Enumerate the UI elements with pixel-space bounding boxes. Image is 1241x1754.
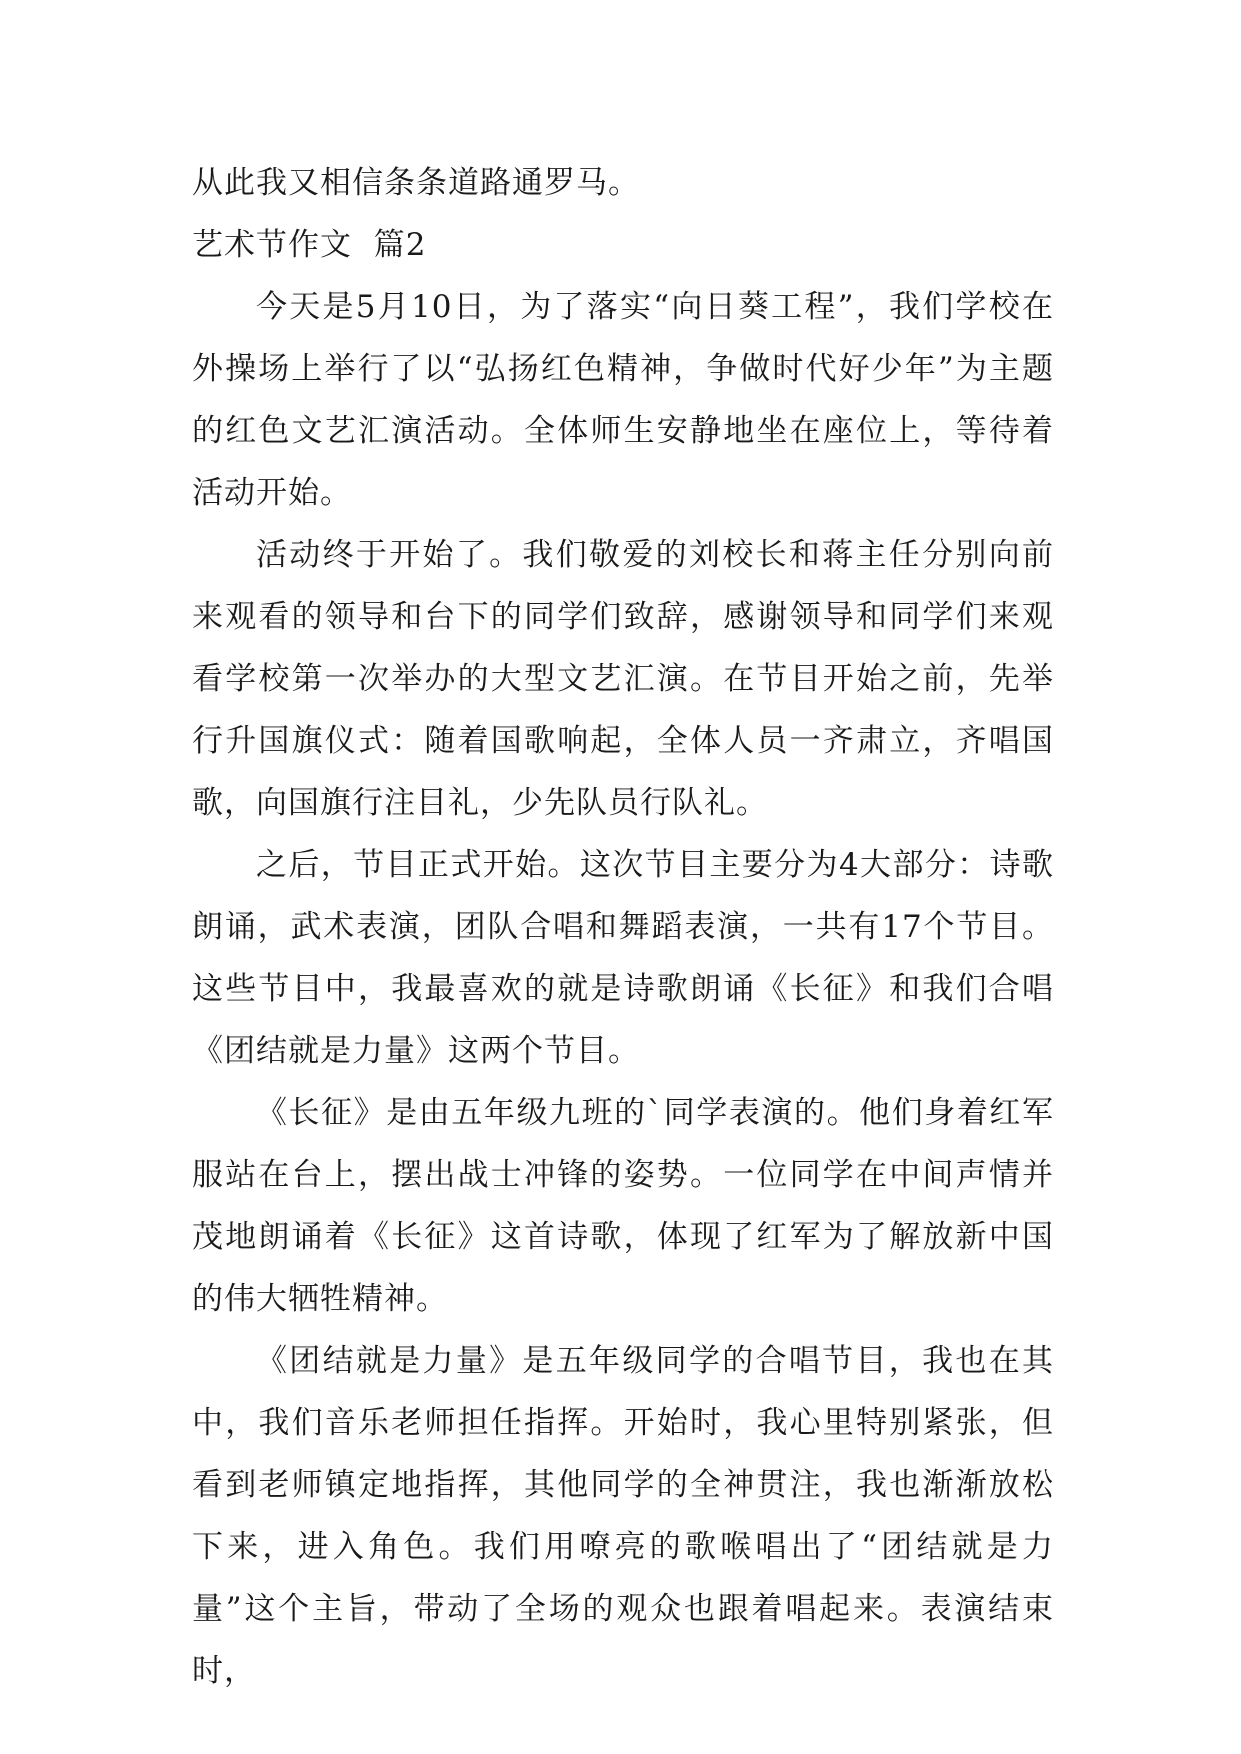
paragraph-4: 《长征》是由五年级九班的`同学表演的。他们身着红军服站在台上，摆出战士冲锋的姿势。一位同学在中间声情并茂地朗诵着《长征》这首诗歌，体现了红军为了解放新中国的伟大牺牲精神。 — [192, 1095, 1054, 1317]
paragraph-3: 之后，节目正式开始。这次节目主要分为4大部分：诗歌朗诵，武术表演，团队合唱和舞蹈表演，一共有17个节目。这些节目中，我最喜欢的就是诗歌朗诵《长征》和我们合唱《团结就是力量》这两个节目。 — [192, 847, 1054, 1069]
paragraph-1: 今天是5月10日，为了落实“向日葵工程”，我们学校在外操场上举行了以“弘扬红色精神，争做时代好少年”为主题的红色文艺汇演活动。全体师生安静地坐在座位上，等待着活动开始。 — [192, 289, 1054, 511]
document-body — [192, 152, 1054, 1702]
paragraph-5: 《团结就是力量》是五年级同学的合唱节目，我也在其中，我们音乐老师担任指挥。开始时，我心里特别紧张，但看到老师镇定地指挥，其他同学的全神贯注，我也渐渐放松下来，进入角色。我们用嘹亮的歌喉唱出了“团结就是力量”这个主旨，带动了全场的观众也跟着唱起来。表演结束时， — [192, 1343, 1054, 1689]
continuation-line: 从此我又相信条条道路通罗马。 — [192, 165, 640, 201]
section-title: 艺术节作文 篇2 — [192, 227, 427, 263]
paragraph-2: 活动终于开始了。我们敬爱的刘校长和蒋主任分别向前来观看的领导和台下的同学们致辞，感谢领导和同学们来观看学校第一次举办的大型文艺汇演。在节目开始之前，先举行升国旗仪式：随着国歌响起，全体人员一齐肃立，齐唱国歌，向国旗行注目礼，少先队员行队礼。 — [192, 537, 1054, 821]
